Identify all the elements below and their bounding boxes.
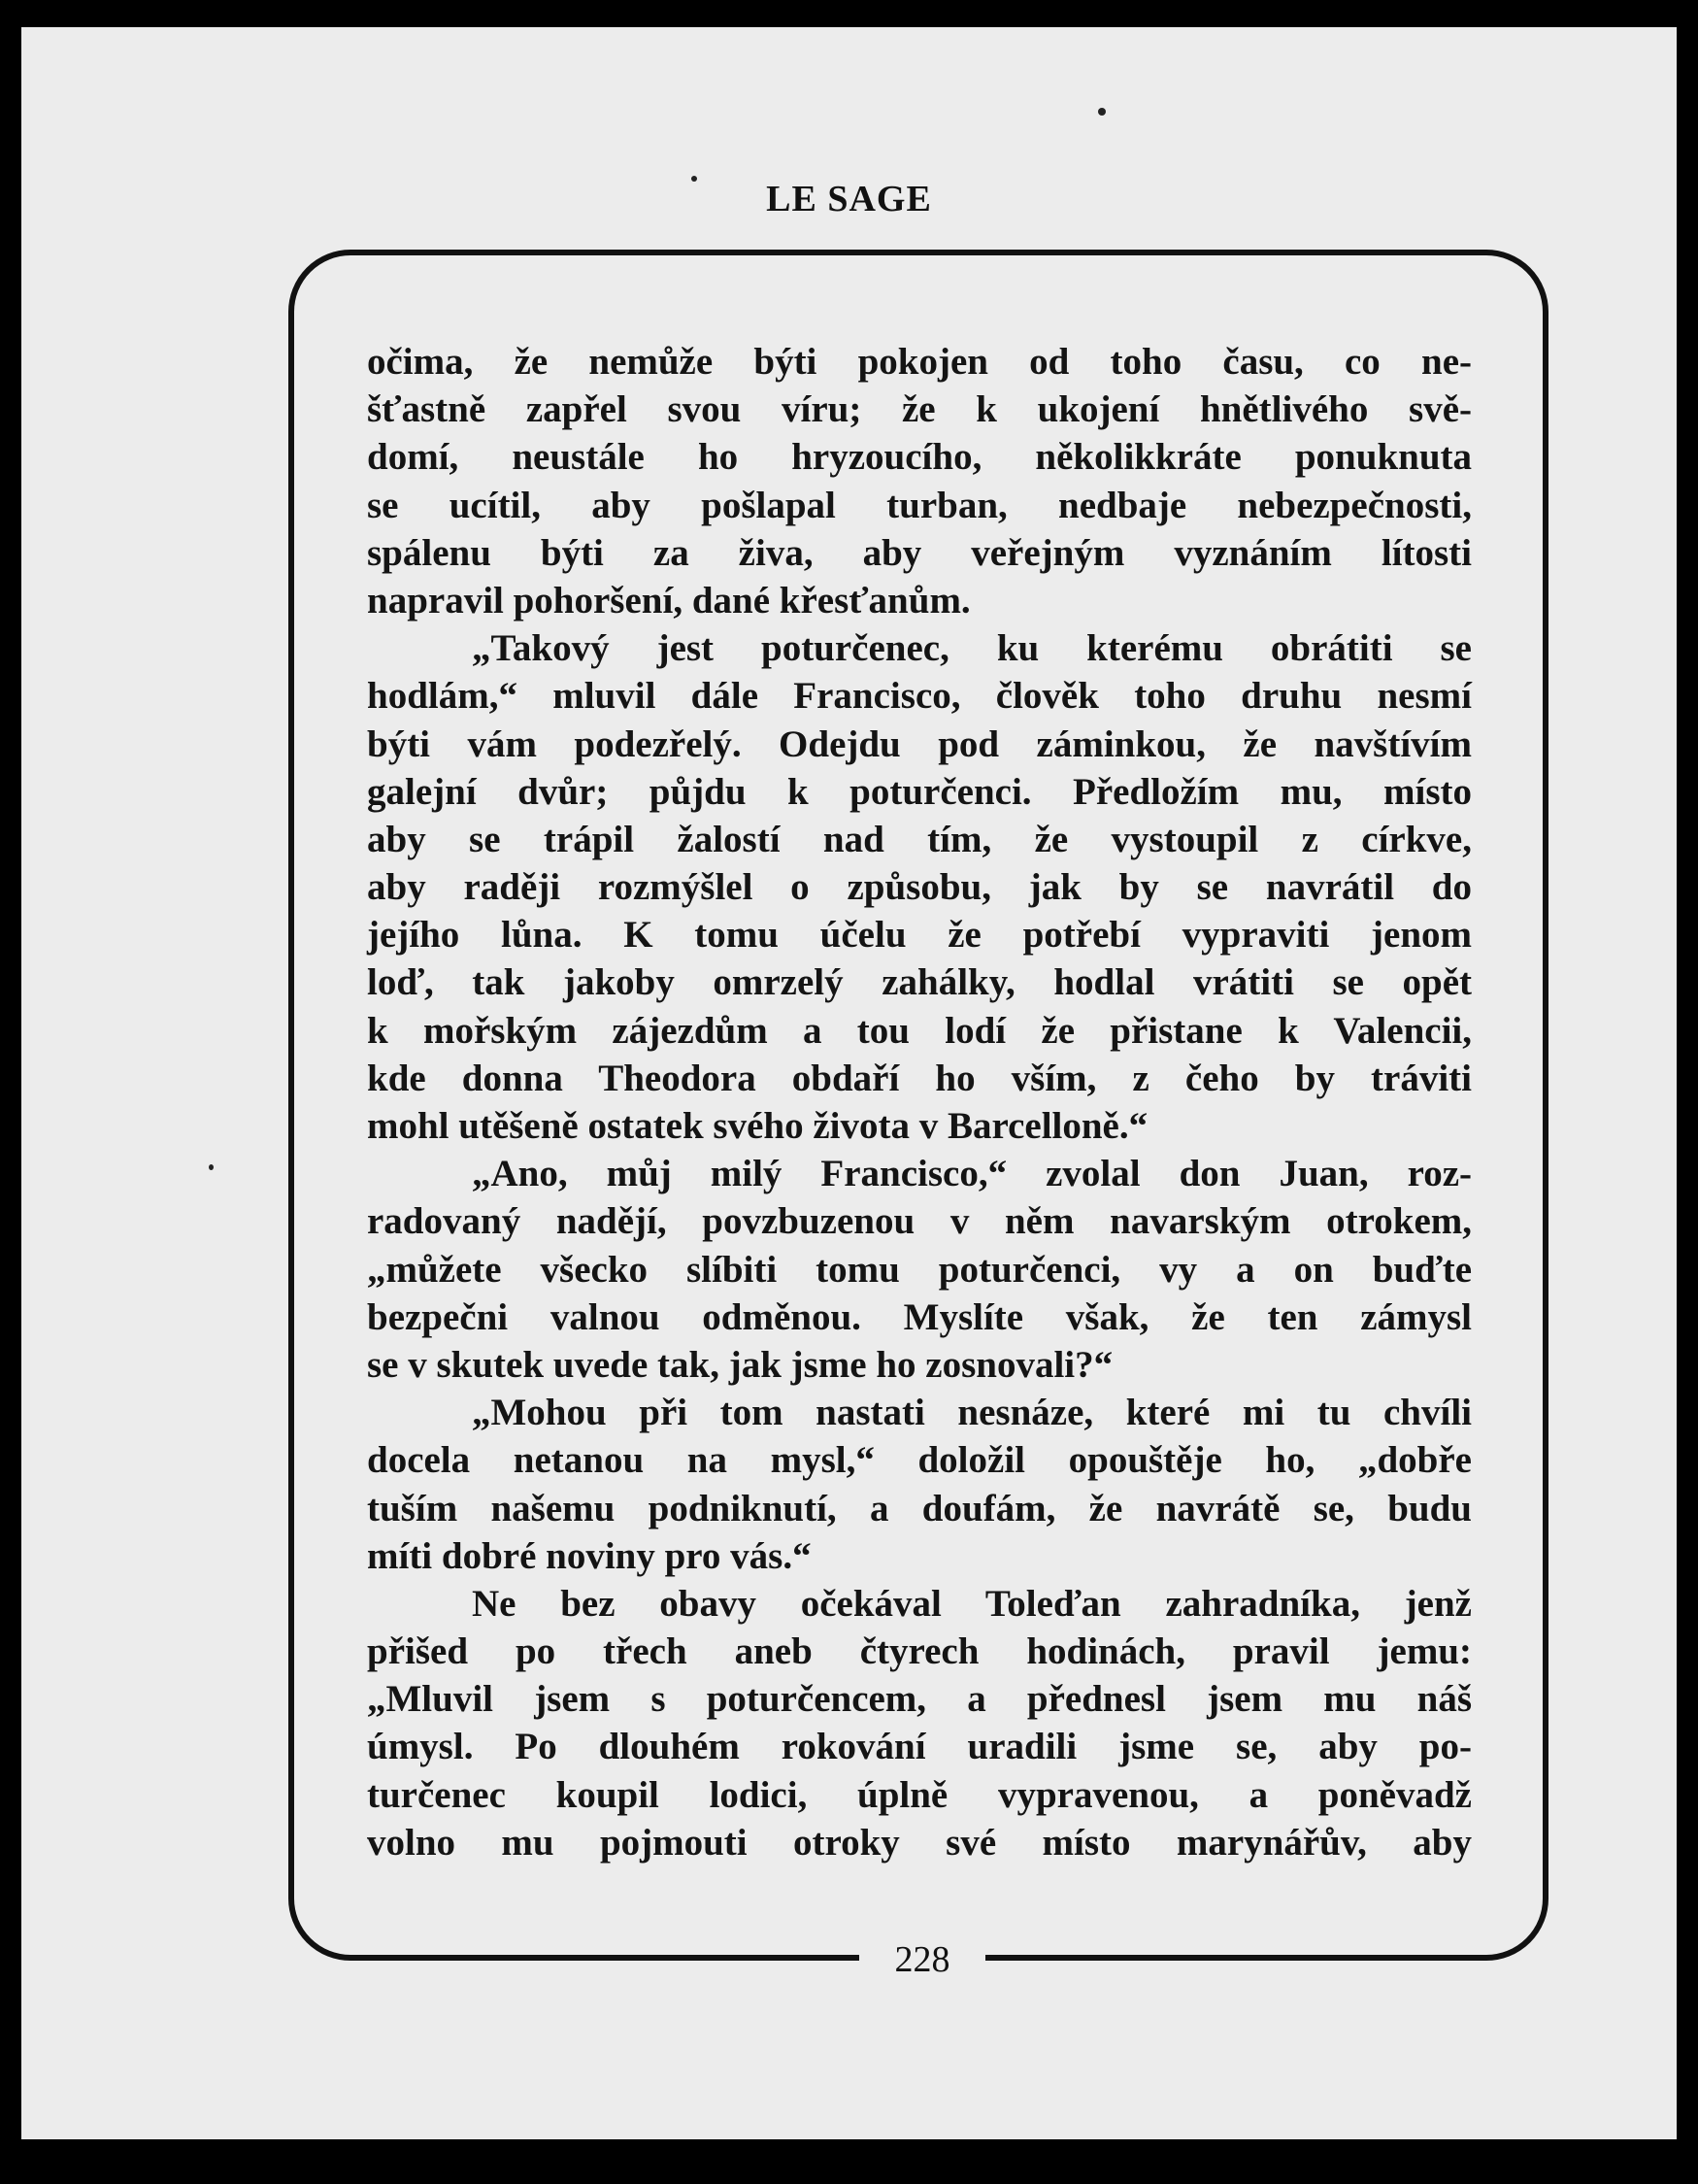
text-line: k mořským zájezdům a tou lodí že přistane k Valencii, bbox=[367, 1009, 1472, 1052]
text-line: se v skutek uvede tak, jak jsme ho zosnovali?“ bbox=[367, 1343, 1114, 1386]
text-line: „Ano, můj milý Francisco,“ zvolal don Juan, roz- bbox=[472, 1153, 1472, 1195]
scan-speck bbox=[1098, 108, 1106, 116]
text-line: jejího lůna. K tomu účelu že potřebí vypraviti jenom bbox=[367, 914, 1472, 957]
body-text bbox=[367, 338, 1472, 1866]
text-line: volno mu pojmouti otroky své místo marynářův, aby bbox=[367, 1821, 1472, 1864]
text-line: loď, tak jakoby omrzelý zahálky, hodlal vrátiti se opět bbox=[367, 961, 1472, 1004]
text-line: šťastně zapřel svou víru; že k ukojení hnětlivého svě- bbox=[367, 388, 1472, 431]
text-line: hodlám,“ mluvil dále Francisco, člověk toho druhu nesmí bbox=[367, 675, 1472, 718]
page-number: 228 bbox=[894, 1939, 950, 1980]
text-line: míti dobré noviny pro vás.“ bbox=[367, 1534, 812, 1577]
text-line: galejní dvůr; půjdu k poturčenci. Předložím mu, místo bbox=[367, 770, 1472, 813]
text-line: očima, že nemůže býti pokojen od toho času, co ne- bbox=[367, 341, 1472, 383]
text-line: spálenu býti za živa, aby veřejným vyznáním lítosti bbox=[367, 531, 1472, 574]
text-line: domí, neustále ho hryzoucího, několikkráte ponuknuta bbox=[367, 436, 1472, 479]
text-line: docela netanou na mysl,“ doložil opouštěje ho, „dobře bbox=[367, 1439, 1472, 1482]
text-line: turčenec koupil lodici, úplně vypravenou, a poněvadž bbox=[367, 1773, 1472, 1816]
text-line: Ne bez obavy očekával Toleďan zahradníka, jenž bbox=[472, 1582, 1472, 1625]
text-line: kde donna Theodora obdaří ho vším, z čeho by tráviti bbox=[367, 1057, 1472, 1099]
text-line: úmysl. Po dlouhém rokování uradili jsme se, aby po- bbox=[367, 1726, 1472, 1768]
text-line: aby se trápil žalostí nad tím, že vystoupil z církve, bbox=[367, 818, 1472, 860]
text-line: přišed po třech aneb čtyrech hodinách, pravil jemu: bbox=[367, 1630, 1472, 1673]
scan-speck bbox=[209, 1164, 214, 1170]
text-line: se ucítil, aby pošlapal turban, nedbaje nebezpečnosti, bbox=[367, 484, 1472, 526]
text-line: aby raději rozmýšlel o způsobu, jak by se navrátil do bbox=[367, 866, 1472, 909]
text-line: mohl utěšeně ostatek svého života v Barcelloně.“ bbox=[367, 1105, 1149, 1147]
text-line: býti vám podezřelý. Odejdu pod záminkou, že navštívím bbox=[367, 722, 1472, 765]
text-line: „Mohou při tom nastati nesnáze, které mi tu chvíli bbox=[472, 1392, 1472, 1434]
text-line: napravil pohoršení, dané křesťanům. bbox=[367, 579, 971, 622]
text-line: tuším našemu podniknutí, a doufám, že navrátě se, budu bbox=[367, 1487, 1472, 1529]
text-line: „můžete všecko slíbiti tomu poturčenci, vy a on buďte bbox=[367, 1248, 1472, 1291]
text-line: bezpečni valnou odměnou. Myslíte však, že ten zámysl bbox=[367, 1295, 1472, 1338]
text-line: „Takový jest poturčenec, ku kterému obrátiti se bbox=[472, 627, 1472, 670]
running-header: LE SAGE bbox=[766, 179, 932, 219]
text-line: „Mluvil jsem s poturčencem, a přednesl jsem mu náš bbox=[367, 1678, 1472, 1721]
text-line: radovaný nadějí, povzbuzenou v něm navarským otrokem, bbox=[367, 1200, 1472, 1243]
